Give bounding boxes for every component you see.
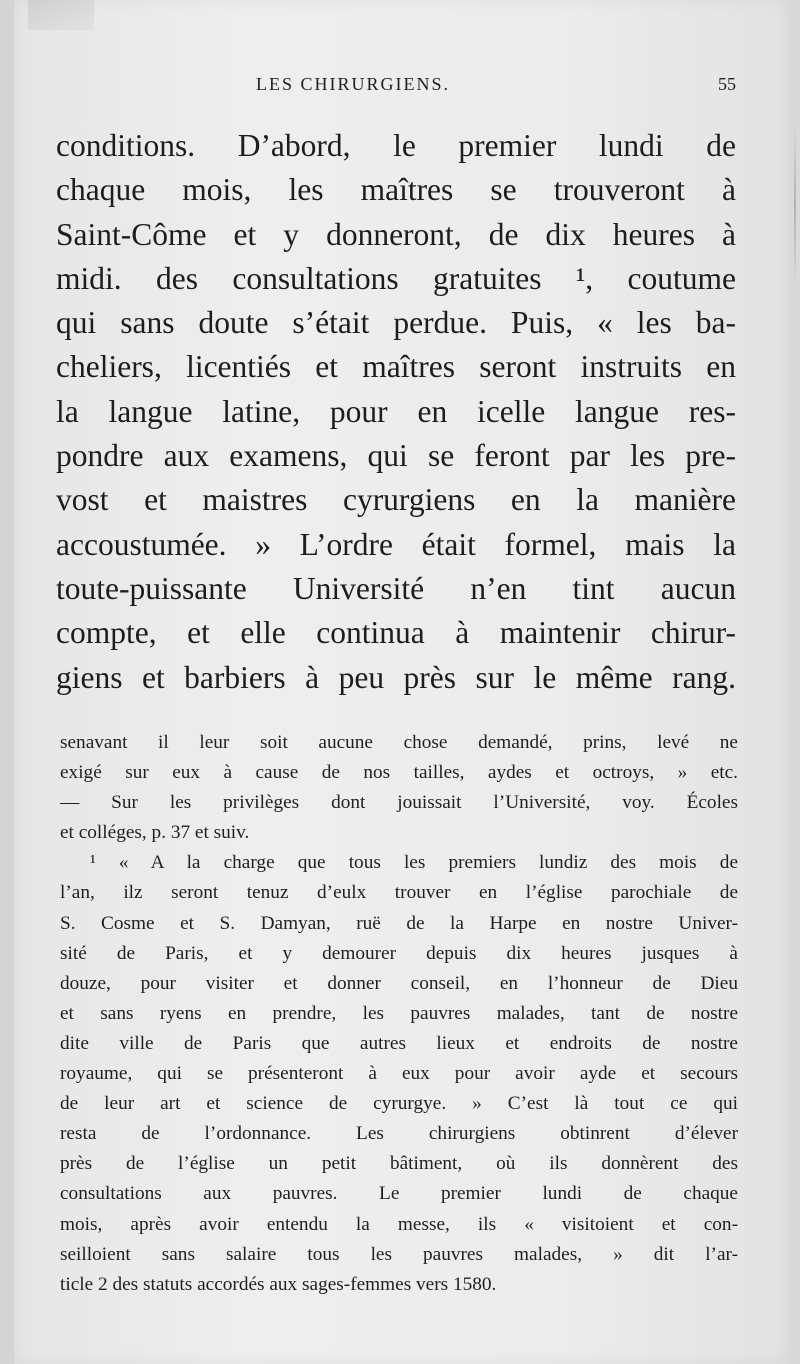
body-line: chaque mois, les maîtres se trouveront à — [56, 172, 736, 208]
page-corner-shadow — [28, 0, 94, 30]
note-line: exigé sur eux à cause de nos tailles, aydes et octroys, » etc. — [60, 762, 738, 784]
body-line: compte, et elle continua à maintenir chirur- — [56, 615, 736, 651]
body-line: toute-puissante Université n’en tint aucun — [56, 570, 736, 606]
note-line: dite ville de Paris que autres lieux et endroits de nostre — [60, 1032, 738, 1054]
body-line: vost et maistres cyrurgiens en la manière — [56, 482, 736, 518]
body-text — [56, 124, 736, 700]
note-line: mois, après avoir entendu la messe, ils « visitoient et con- — [60, 1213, 738, 1235]
note-line: S. Cosme et S. Damyan, ruë de la Harpe en nostre Univer- — [60, 912, 738, 934]
body-line: accoustumée. » L’ordre était formel, mais la — [56, 526, 736, 562]
footnote-1-line: ¹ « A la charge que tous les premiers lundiz des mois de — [90, 852, 738, 874]
note-line: l’an, ilz seront tenuz d’eulx trouver en l’église parochiale de — [60, 882, 738, 904]
page-crease — [794, 120, 796, 290]
body-line: giens et barbiers à peu près sur le même rang. — [56, 659, 736, 695]
note-line: royaume, qui se présenteront à eux pour avoir ayde et secours — [60, 1063, 738, 1085]
note-line: et colléges, p. 37 et suiv. — [60, 822, 250, 844]
running-title: LES CHIRURGIENS. — [256, 74, 451, 94]
note-line: resta de l’ordonnance. Les chirurgiens obtinrent d’élever — [60, 1123, 738, 1145]
page-left-edge — [0, 0, 14, 1364]
note-line: douze, pour visiter et donner conseil, en l’honneur de Dieu — [60, 972, 738, 994]
note-line: ticle 2 des statuts accordés aux sages-femmes vers 1580. — [60, 1273, 497, 1295]
note-line: seilloient sans salaire tous les pauvres malades, » dit l’ar- — [60, 1243, 738, 1265]
body-line: qui sans doute s’était perdue. Puis, « les ba- — [56, 305, 736, 341]
page-number: 55 — [718, 74, 736, 94]
body-line: conditions. D’abord, le premier lundi de — [56, 128, 736, 163]
body-line: midi. des consultations gratuites ¹, coutume — [56, 260, 736, 296]
running-head — [56, 74, 736, 102]
note-line: près de l’église un petit bâtiment, où ils donnèrent des — [60, 1153, 738, 1175]
body-line: pondre aux examens, qui se feront par les pre- — [56, 438, 736, 474]
note-line: — Sur les privilèges dont jouissait l’Université, voy. Écoles — [60, 792, 738, 814]
body-line: la langue latine, pour en icelle langue res- — [56, 393, 736, 429]
note-line: et sans ryens en prendre, les pauvres malades, tant de nostre — [60, 1002, 738, 1024]
note-line: consultations aux pauvres. Le premier lundi de chaque — [60, 1183, 738, 1205]
note-line: de leur art et science de cyrurgye. » C’est là tout ce qui — [60, 1093, 738, 1115]
footnotes — [60, 728, 738, 1300]
note-line: senavant il leur soit aucune chose demandé, prins, levé ne — [60, 732, 738, 753]
body-line: Saint-Côme et y donneront, de dix heures à — [56, 216, 736, 252]
body-line: cheliers, licentiés et maîtres seront instruits en — [56, 349, 736, 385]
note-line: sité de Paris, et y demourer depuis dix heures jusques à — [60, 942, 738, 964]
